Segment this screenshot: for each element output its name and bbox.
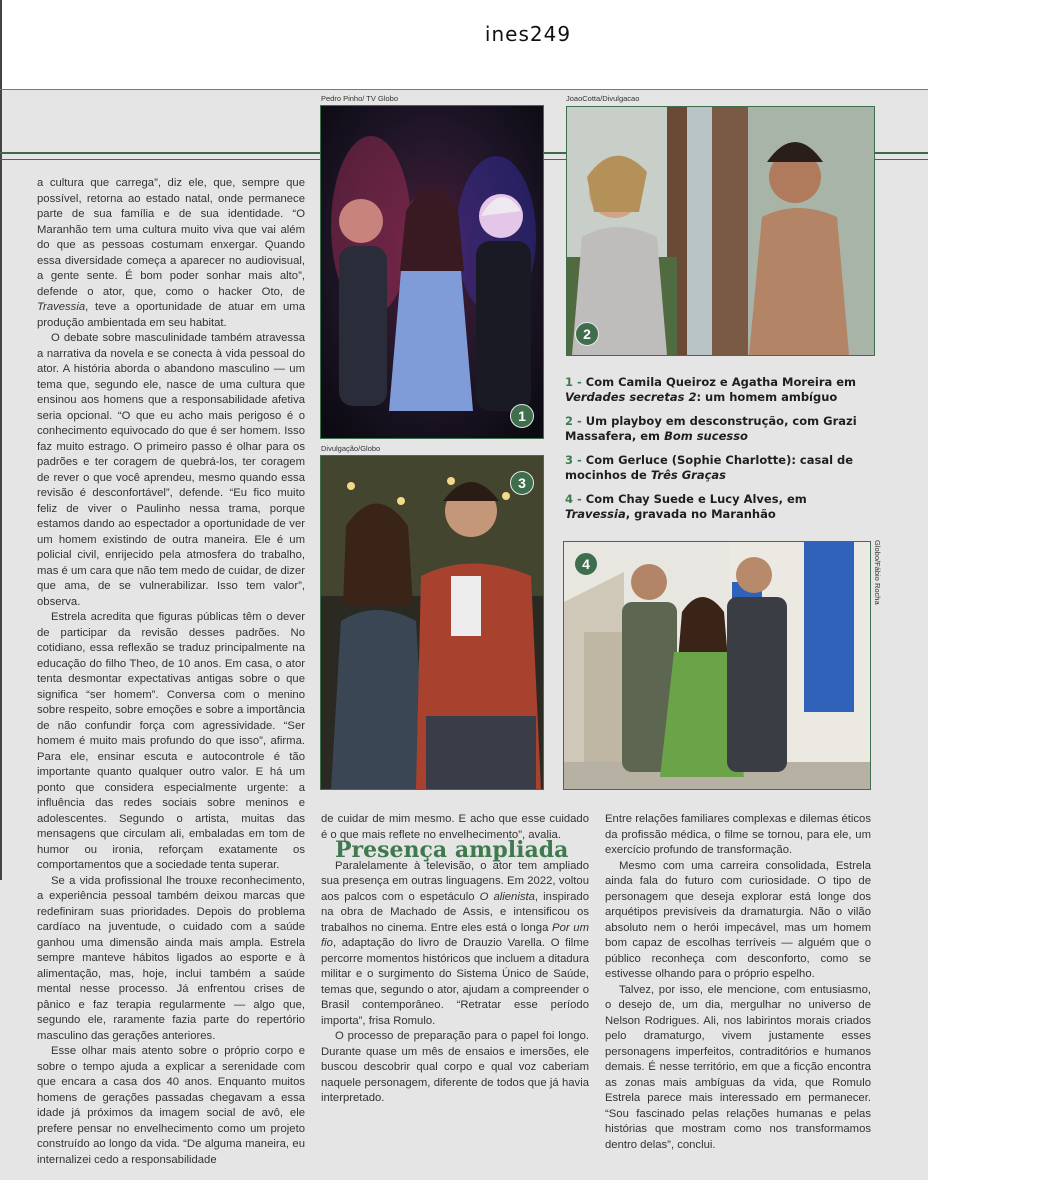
- photo-credit-1: Pedro Pinho/ TV Globo: [321, 94, 398, 103]
- badge-4: 4: [574, 552, 598, 576]
- column-2-body: [321, 859, 589, 1107]
- caption-number: 2 -: [565, 414, 582, 428]
- body-paragraph: O processo de preparação para o papel foi longo. Durante quase um mês de ensaios e imersões, ele buscou descobrir qual corpo e qual voz caberiam naquele personagem, diferente de todos que já havia interpretado.: [321, 1030, 589, 1104]
- photo-caption: 3 - Com Gerluce (Sophie Charlotte): casal de mocinhos de Três Graças: [565, 453, 854, 482]
- page-left-edge: [0, 0, 2, 880]
- photo-verdades-secretas: [320, 105, 544, 439]
- photo-2-illustration: [567, 107, 874, 355]
- photo-1-illustration: [321, 106, 543, 438]
- body-paragraph: Paralelamente à televisão, o ator tem ampliado sua presença em outras linguagens. Em 2022, voltou aos palcos com o espetáculo O alienista, inspirado na obra de Machado de Assis, e intensificou os trabalhos no cinema. Entre eles está o longa Por um fio, adaptação do livro de Drauzio Varella. O filme percorre momentos históricos que incluem a ditadura militar e o surgimento do Sistema Único de Saúde, temas que, segundo o ator, ajudam a compreender o Brasil contemporâneo. “Retratar esse período importa”, frisa Romulo.: [321, 859, 589, 1027]
- photo-credit-4: Globo/Fábio Rocha: [873, 540, 882, 605]
- photo-caption: 1 - Com Camila Queiroz e Agatha Moreira em Verdades secretas 2: um homem ambíguo: [565, 375, 857, 404]
- text-column-1: [37, 176, 305, 1168]
- badge-3: 3: [510, 471, 534, 495]
- photo-tres-gracas: [320, 455, 544, 790]
- photo-credit-3: Divulgação/Globo: [321, 444, 381, 453]
- caption-number: 1 -: [565, 375, 582, 389]
- body-paragraph: Se a vida profissional lhe trouxe reconhecimento, a experiência pessoal também deixou marcas que redefiniram suas prioridades. Depois do problema cardíaco na juventude, o cuidado com a saúde ganhou uma dimensão ainda mais ampla. Estrela sempre manteve hábitos ligados ao esporte e à alimentação, mas, hoje, inclui também a saúde mental nesse processo. Já enfrentou crises de pânico e faz terapia regularmente — algo que, segundo ele, raramente fazia parte do repertório masculino das gerações anteriores.: [37, 874, 305, 1042]
- photo-credit-2: JoaoCotta/Divulgacao: [566, 94, 640, 103]
- photo-caption: 4 - Com Chay Suede e Lucy Alves, em Travessia, gravada no Maranhão: [565, 492, 807, 521]
- column-2-lead-paragraph: de cuidar de mim mesmo. E acho que esse cuidado é o que mais reflete no envelhecimento”, avalia.: [321, 813, 589, 841]
- photo-bom-sucesso: [566, 106, 875, 356]
- watermark: ines249: [484, 22, 572, 46]
- header-rule: [0, 89, 928, 90]
- section-title: Presença ampliada: [335, 837, 569, 863]
- caption-number: 4 -: [565, 492, 582, 506]
- caption-number: 3 -: [565, 453, 582, 467]
- photo-caption: 2 - Um playboy em desconstrução, com Grazi Massafera, em Bom sucesso: [565, 414, 857, 443]
- body-paragraph: a cultura que carrega”, diz ele, que, sempre que possível, retorna ao estado natal, onde permanece parte de sua família e de sua identidade. “O Maranhão tem uma cultura muito viva que vai além do que as pessoas costumam enxergar. Quando essa diversidade começa a aparecer no audiovisual, a gente sente. É bom poder sonhar mais alto”, defende o ator, que, como o hacker Oto, de Travessia, teve a oportunidade de atuar em uma produção ambientada em seu habitat.: [37, 177, 305, 329]
- body-paragraph: O debate sobre masculinidade também atravessa a narrativa da novela e se conecta à vida pessoal do ator. A história aborda o abandono masculino — um tema que, segundo ele, nasce de uma cultura que ensinou aos homens que a responsabilidade afetiva seria opcional. “O que eu acho mais perigoso é o conhecimento equivocado do que é ser homem. Isso faz muito estrago. O primeiro passo é olhar para os padrões e ter coragem de quebrá-los, ter coragem de rever o que você aprendeu, mesmo quando essa revisão é desconfortável”, defende. “Eu fico muito feliz de viver o Paulinho nessa trama, porque estamos dando ao espectador a oportunidade de ver um homem existindo de outra maneira. Ele é um policial civil, enrijecido pela atmosfera do trabalho, mas é um cara que não tem medo de cuidar, de dizer que ama, de se vulnerabilizar. Isso tem valor”, observa.: [37, 332, 305, 608]
- photo-4-illustration: [564, 542, 870, 789]
- badge-2: 2: [575, 322, 599, 346]
- body-paragraph: Estrela acredita que figuras públicas têm o dever de participar da revisão desses padrões. No cotidiano, essa reflexão se traduz principalmente na educação do filho Theo, de 10 anos. Em casa, o ator tenta desmontar expectativas antigas sobre o que significa “ser homem”. Conversa com o menino sobre respeito, sobre emoções e sobre a importância de não confundir força com agressividade. “Ser homem é muito mais profundo do que isso”, afirma. Para ele, ensinar escuta e autocontrole é tão importante quanto qualquer outro valor. E há um ponto que considera especialmente urgente: a influência das redes sociais sobre meninos e adolescentes. Segundo o artista, muitas das mensagens que circulam ali, embaladas em tom de humor ou ironia, reforçam exatamente os comportamentos que a sociedade tenta superar.: [37, 611, 305, 871]
- text-column-2: [321, 812, 589, 1107]
- column-3-body: [605, 859, 871, 1154]
- body-paragraph: Mesmo com uma carreira consolidada, Estrela ainda fala do futuro com curiosidade. O tipo de personagem que deseja explorar está longe dos arquétipos previsíveis da dramaturgia. Não o vilão absoluto nem o herói impecável, mas um homem bom capaz de escolhas terríveis — alguém que o público reconheça com desconforto, como se estivesse olhando para o próprio espelho.: [605, 859, 871, 980]
- body-paragraph: Esse olhar mais atento sobre o próprio corpo e sobre o tempo ajuda a explicar a serenidade com que encara a casa dos 40 anos. Enquanto muitos homens de gerações passadas chegavam a essa idade já próximos da imagem social de avô, ele prefere pensar no envelhecimento como um projeto construído ao longo da vida. “De alguma maneira, eu internalizei cedo a responsabilidade: [37, 1045, 305, 1166]
- photo-captions: [565, 375, 865, 531]
- text-column-3: [605, 812, 871, 1153]
- badge-1: 1: [510, 404, 534, 428]
- body-paragraph: Talvez, por isso, ele mencione, com entusiasmo, o desejo de, um dia, mergulhar no universo de Nelson Rodrigues. Ali, nos labirintos morais criados pelo dramaturgo, vivem justamente esses personagens imperfeitos, contraditórios e humanos demais. É nesse território, em que a ficção encontra as zonas mais ambíguas da vida, que Romulo Estrela parece mais interessado em permanecer. “Sou fascinado pelas relações humanas e pelas histórias que mostram como nos transformamos dentro delas”, conclui.: [605, 983, 871, 1151]
- photo-travessia: [563, 541, 871, 790]
- column-3-lead-paragraph: Entre relações familiares complexas e dilemas éticos da profissão médica, o filme se tornou, para ele, um exercício profundo de transformação.: [605, 813, 871, 856]
- photo-3-illustration: [321, 456, 543, 789]
